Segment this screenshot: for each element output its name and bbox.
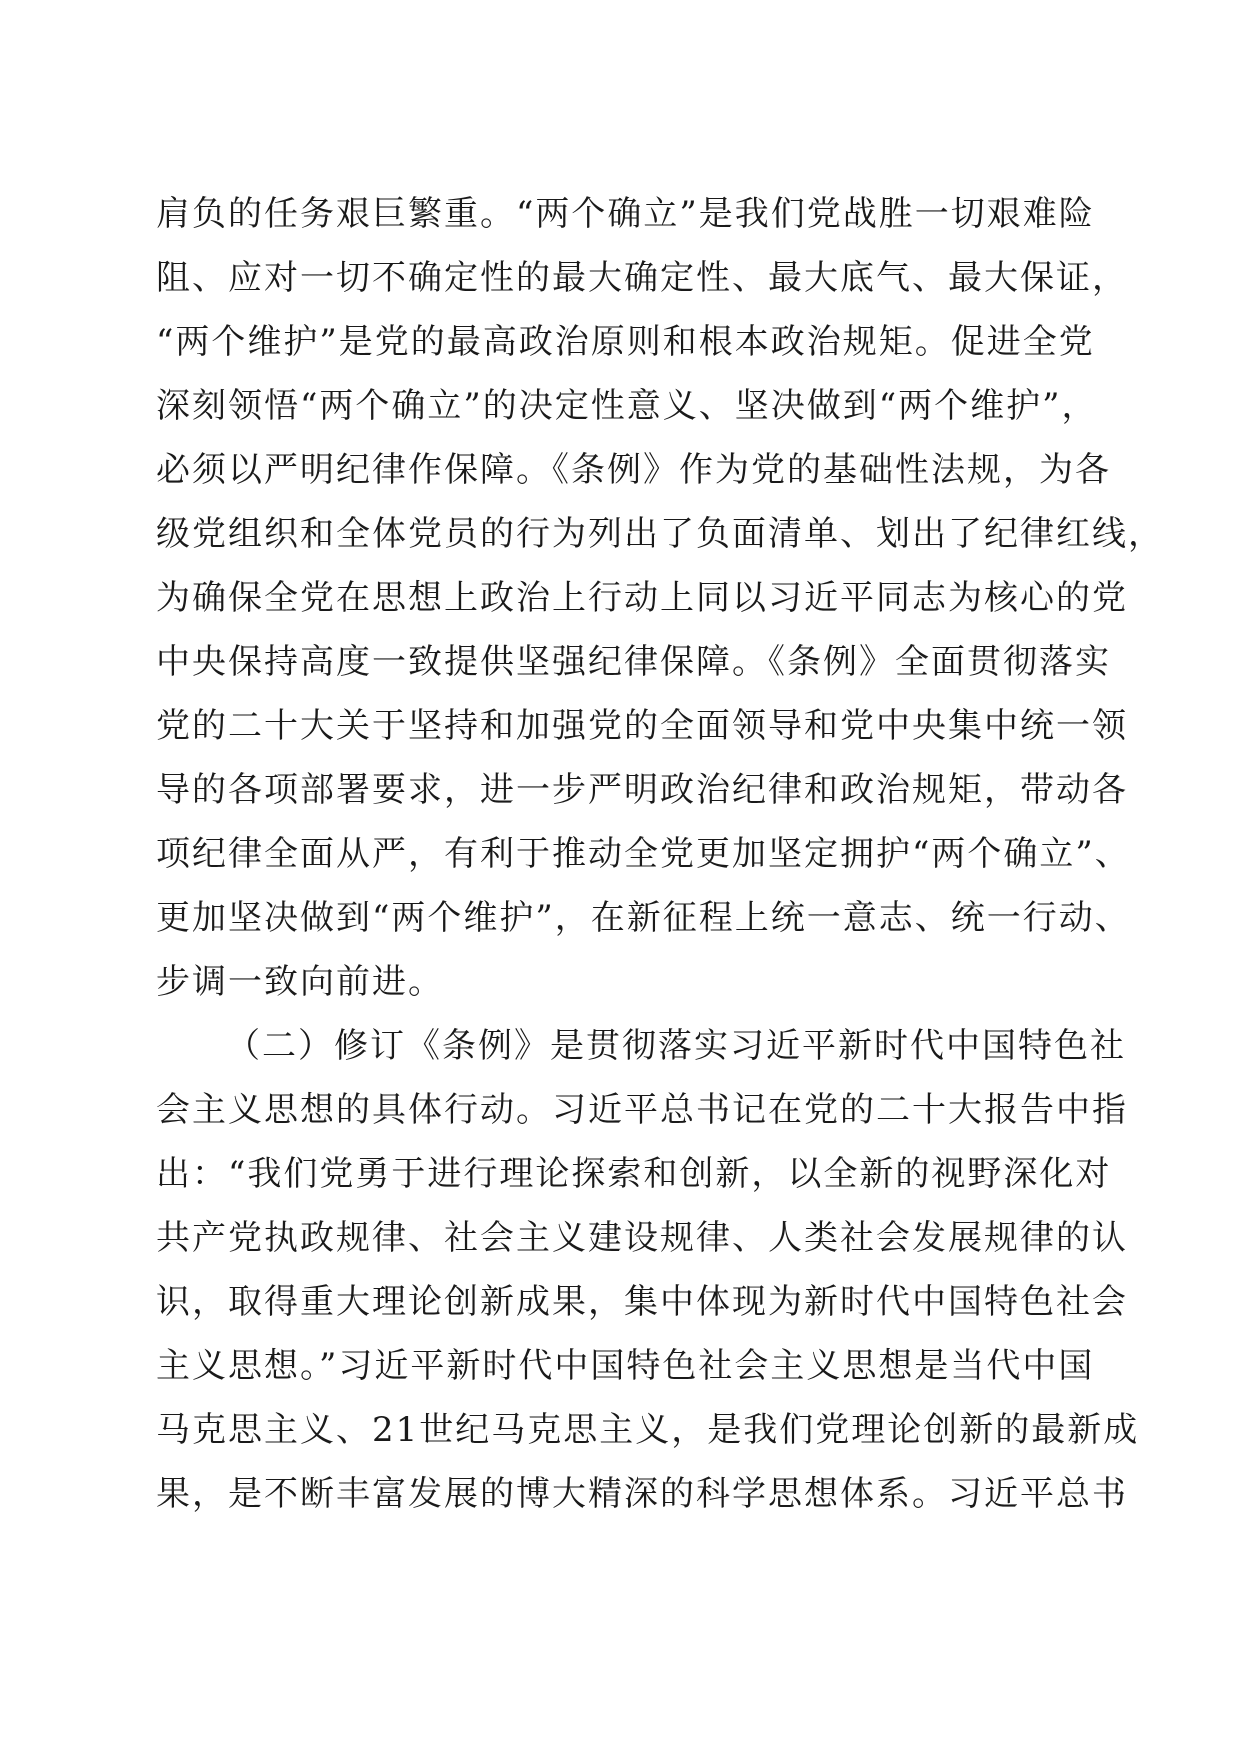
text-line: 识，取得重大理论创新成果，集中体现为新时代中国特色社会 — [156, 1282, 1128, 1322]
text-line: 主义思想。”习近平新时代中国特色社会主义思想是当代中国 — [156, 1346, 1095, 1386]
text-line: 项纪律全面从严，有利于推动全党更加坚定拥护“两个确立”、 — [156, 834, 1131, 874]
text-line: 出：“我们党勇于进行理论探索和创新，以全新的视野深化对 — [156, 1154, 1112, 1194]
text-line: 为确保全党在思想上政治上行动上同以习近平同志为核心的党 — [156, 578, 1128, 618]
text-line: 果，是不断丰富发展的博大精深的科学思想体系。习近平总书 — [156, 1474, 1128, 1514]
section-heading-line: （二）修订《条例》是贯彻落实习近平新时代中国特色社 — [226, 1026, 1126, 1066]
text-line: “两个维护”是党的最高政治原则和根本政治规矩。促进全党 — [156, 322, 1095, 362]
text-line: 更加坚决做到“两个维护”，在新征程上统一意志、统一行动、 — [156, 898, 1131, 938]
text-line: 必须以严明纪律作保障。《条例》作为党的基础性法规，为各 — [156, 450, 1111, 490]
text-line: 肩负的任务艰巨繁重。“两个确立”是我们党战胜一切艰难险 — [156, 194, 1095, 234]
text-line: 级党组织和全体党员的行为列出了负面清单、划出了纪律红线， — [156, 514, 1164, 554]
text-line: 共产党执政规律、社会主义建设规律、人类社会发展规律的认 — [156, 1218, 1128, 1258]
text-line: 深刻领悟“两个确立”的决定性意义、坚决做到“两个维护”， — [156, 386, 1098, 426]
text-line: 阻、应对一切不确定性的最大确定性、最大底气、最大保证， — [156, 258, 1128, 298]
text-line: 马克思主义、21世纪马克思主义，是我们党理论创新的最新成 — [156, 1410, 1140, 1450]
text-line: 中央保持高度一致提供坚强纪律保障。《条例》全面贯彻落实 — [156, 642, 1111, 682]
text-line: 会主义思想的具体行动。习近平总书记在党的二十大报告中指 — [156, 1090, 1128, 1130]
body-text — [156, 182, 1164, 1526]
text-line: 党的二十大关于坚持和加强党的全面领导和党中央集中统一领 — [156, 706, 1128, 746]
text-line: 步调一致向前进。 — [156, 962, 444, 1002]
text-line: 导的各项部署要求，进一步严明政治纪律和政治规矩，带动各 — [156, 770, 1128, 810]
